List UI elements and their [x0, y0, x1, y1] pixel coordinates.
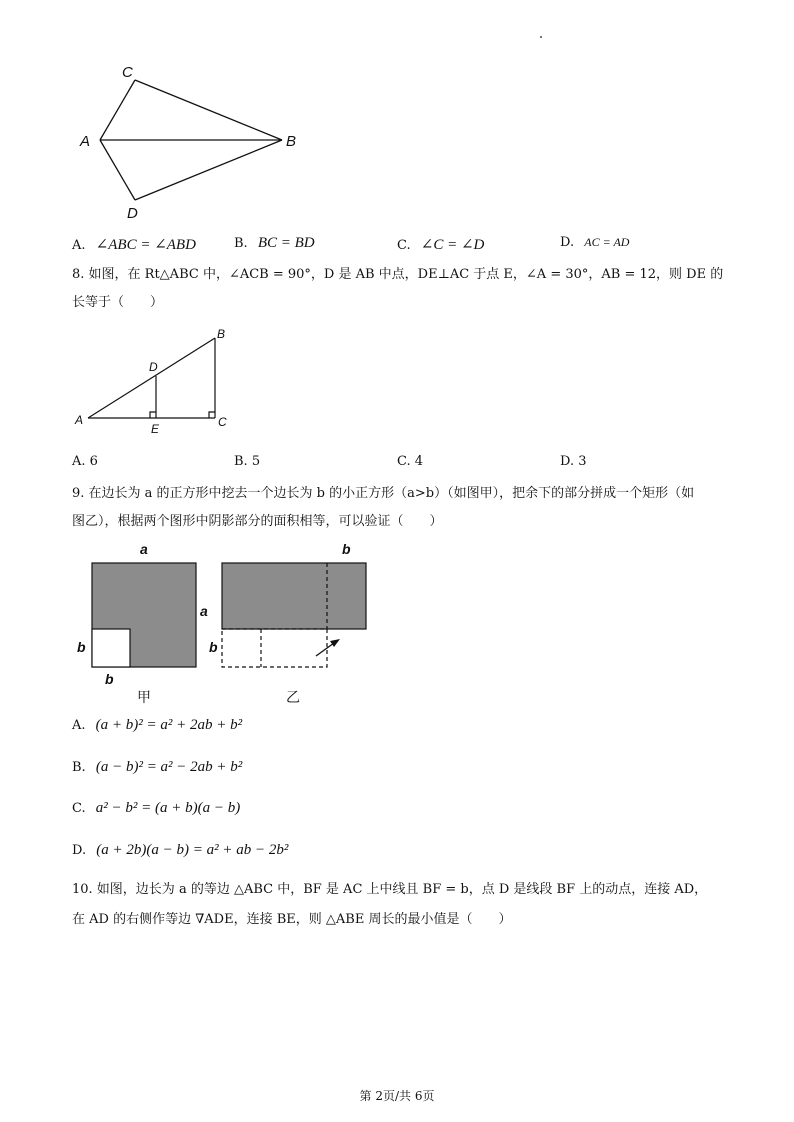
jia-label-bottom-b: b [105, 671, 114, 687]
q7-option-b-letter: B. [234, 236, 248, 251]
label-d-q8: D [149, 360, 158, 374]
figure-q9 [72, 538, 382, 708]
yi-caption: 乙 [286, 690, 300, 706]
label-c: C [122, 64, 133, 81]
figure-q8 [72, 324, 242, 440]
q9-option-a-text: (a + b)² = a² + 2ab + b² [95, 717, 243, 733]
q8-option-b: B. 5 [234, 454, 261, 469]
yi-shaded-rect [222, 563, 366, 629]
jia-label-left-b: b [77, 639, 86, 655]
label-b: B [286, 133, 297, 150]
jia-label-top-a: a [140, 541, 148, 557]
label-c-q8: C [218, 415, 227, 429]
q7-option-d-text: AC = AD [584, 235, 630, 249]
label-e-q8: E [151, 422, 160, 436]
q9-stem-line1: 9. 在边长为 a 的正方形中挖去一个边长为 b 的小正方形（a>b）（如图甲），把余下的部分拼成一个矩形（如 [72, 486, 695, 501]
jia-label-right-a: a [200, 603, 208, 619]
q10-stem-line1: 10. 如图，边长为 a 的等边 △ABC 中，BF 是 AC 上中线且 BF = b，点 D 是线段 BF 上的动点，连接 AD， [72, 882, 708, 897]
q9-option-d-letter: D. [72, 843, 87, 858]
label-a: A [80, 133, 91, 150]
q7-option-c-letter: C. [397, 238, 411, 253]
yi-label-top-b: b [342, 541, 351, 557]
q10-stem-line2: 在 AD 的右侧作等边 ∇ADE，连接 BE，则 △ABE 周长的最小值是（ ） [72, 912, 512, 927]
jia-caption: 甲 [137, 690, 151, 706]
page-dot [540, 36, 542, 38]
yi-move-arrow-head [330, 639, 340, 647]
segment-ab-q8 [88, 338, 215, 418]
q9-option-d-text: (a + 2b)(a − b) = a² + ab − 2b² [96, 842, 289, 858]
q7-option-b-text: BC = BD [257, 235, 315, 251]
q9-option-b-text: (a − b)² = a² − 2ab + b² [95, 759, 243, 775]
q7-option-a [72, 235, 196, 254]
q7-option-a-letter: A. [72, 238, 86, 253]
right-angle-mark-c [209, 412, 215, 418]
q7-option-c [397, 235, 484, 254]
q9-option-c-letter: C. [72, 801, 86, 816]
q9-option-a-letter: A. [72, 718, 86, 733]
q9-option-a [72, 717, 242, 734]
label-d: D [127, 205, 138, 222]
q9-option-c-text: a² − b² = (a + b)(a − b) [95, 800, 241, 816]
jia-removed-square [92, 629, 130, 667]
q8-option-a: A. 6 [72, 454, 98, 469]
segment-ac [100, 80, 135, 140]
q9-option-b-letter: B. [72, 760, 86, 775]
q9-option-b [72, 759, 242, 776]
q9-option-d [72, 842, 288, 859]
q7-option-b [234, 235, 315, 252]
label-a-q8: A [75, 413, 84, 427]
q9-stem-line2: 图乙），根据两个图形中阴影部分的面积相等，可以验证（ ） [72, 514, 443, 529]
page-footer: 第 2页/共 6页 [359, 1089, 435, 1103]
q8-stem-line2: 长等于（ ） [72, 295, 164, 310]
q8-stem-line1: 8. 如图，在 Rt△ABC 中，∠ACB = 90°，D 是 AB 中点，DE⊥AC 于点 E，∠A = 30°，AB = 12，则 DE 的 [72, 267, 724, 282]
segment-cb [135, 80, 282, 140]
q8-option-c: C. 4 [397, 454, 424, 469]
q8-option-d: D. 3 [560, 454, 587, 469]
q7-option-d-letter: D. [560, 235, 575, 250]
yi-label-left-b: b [209, 639, 218, 655]
yi-move-arrow-line [316, 643, 334, 656]
figure-yi [222, 563, 366, 667]
right-angle-mark-e [150, 412, 156, 418]
figure-jia [92, 563, 196, 667]
q7-option-a-text: ∠ABC = ∠ABD [95, 237, 196, 253]
figure-q7 [72, 58, 312, 228]
label-b-q8: B [217, 327, 226, 341]
segment-db [135, 140, 282, 200]
segment-ad [100, 140, 135, 200]
q9-option-c [72, 800, 240, 817]
yi-dashed-bottom [222, 629, 327, 667]
q7-option-c-text: ∠C = ∠D [420, 237, 485, 253]
q7-option-d [560, 235, 629, 250]
